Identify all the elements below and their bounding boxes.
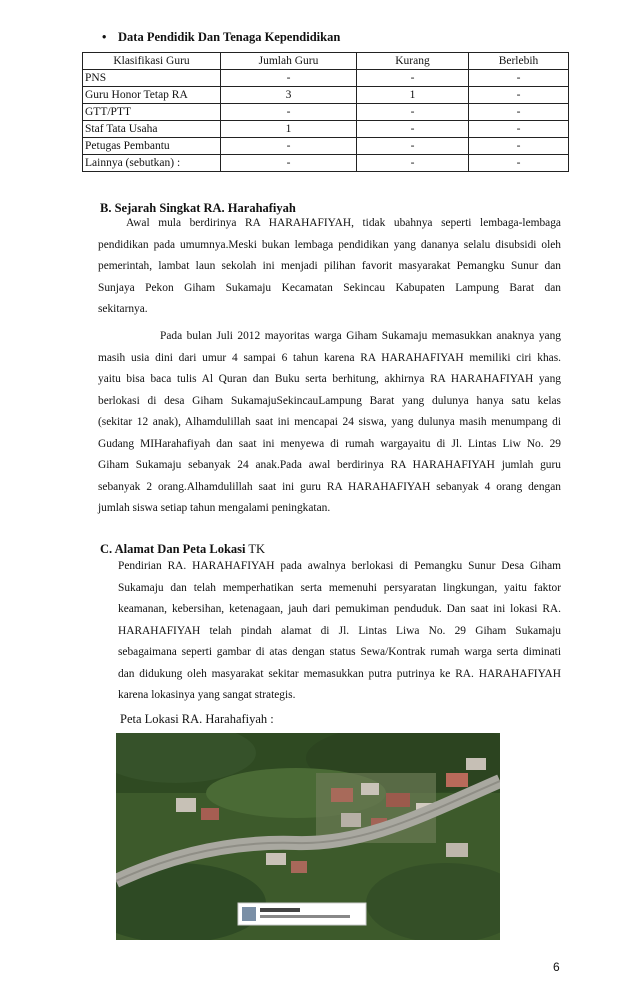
section-c-heading — [100, 542, 265, 557]
table-cell: - — [221, 104, 357, 121]
table-cell: Staf Tata Usaha — [83, 121, 221, 138]
text-line: (sekitar 12 anak), Alhamdulillah saat ini mencapai 24 siswa, yang dulunya masih menumpang di — [98, 416, 561, 428]
text-line: Pendirian RA. HARAHAFIYAH pada awalnya berlokasi di Pemangku Sunur Desa Giham — [118, 560, 561, 572]
table-row — [83, 155, 569, 172]
table-cell: - — [469, 87, 569, 104]
text-line: pendidikan pada umumnya.Meski bukan lembaga pendidikan yang dananya selalu disubsidi oleh — [98, 238, 561, 251]
table-header-cell: Berlebih — [469, 53, 569, 70]
table-cell: - — [221, 155, 357, 172]
text-line: sebagaimana seperti gambar di atas dengan status Sewa/Kontrak rumah warga serta diminati — [118, 646, 561, 658]
bullet-symbol: • — [102, 30, 107, 44]
table-row — [83, 70, 569, 87]
staff-table — [82, 52, 569, 172]
text-line: HARAHAFIYAH telah pindah alamat di Jl. Lintas Liwa No. 29 Giham Sukamaju — [118, 624, 561, 637]
satellite-map-image — [116, 733, 500, 940]
text-line: Awal mula berdirinya RA HARAHAFIYAH, tidak ubahnya seperti lembaga-lembaga — [126, 217, 561, 229]
section-b-paragraph-1 — [98, 213, 561, 321]
table-cell: - — [469, 138, 569, 155]
bullet-title: Data Pendidik Dan Tenaga Kependidikan — [118, 30, 341, 44]
section-b-paragraph-2 — [98, 326, 561, 520]
table-row — [83, 121, 569, 138]
table-header-cell: Kurang — [357, 53, 469, 70]
text-line: jumlah siswa setiap tahun mengalami peningkatan. — [98, 502, 331, 514]
table-cell: - — [357, 121, 469, 138]
table-row — [83, 104, 569, 121]
table-cell: - — [357, 155, 469, 172]
table-cell: GTT/PTT — [83, 104, 221, 121]
text-line: berlokasi di desa Giham SukamajuSekincauLampung Barat yang dulunya hanya satu kelas — [98, 394, 561, 407]
section-c-heading-suffix: TK — [245, 542, 266, 556]
text-line: pemerintah, lambat laun sekolah ini menjadi pilihan favorit masyarakat Pemangku Sunur dan — [98, 260, 561, 272]
text-line: keamanan, kebersihan, ketenagaan, jauh dari pemukiman penduduk. Dan saat ini lokasi RA. — [118, 603, 561, 615]
text-line: yaitu bisa baca tulis Al Quran dan Buku serta berhitung, akhirnya RA HARAHAFIYAH yang — [98, 373, 561, 385]
table-cell: 1 — [221, 121, 357, 138]
page-number: 6 — [553, 960, 560, 974]
table-cell: Lainnya (sebutkan) : — [83, 155, 221, 172]
table-cell: - — [357, 70, 469, 87]
table-cell: - — [357, 104, 469, 121]
table-row — [83, 138, 569, 155]
text-line: masih usia dini dari umur 4 sampai 6 tahun karena RA HARAHAFIYAH memiliki ciri khas. — [98, 351, 561, 364]
table-cell: PNS — [83, 70, 221, 87]
table-cell: - — [221, 138, 357, 155]
map-drawing — [116, 733, 500, 940]
text-line: sekitarnya. — [98, 303, 148, 315]
text-line: Gudang MIHarahafiyah dan saat ini menyewa di rumah wargayaitu di Jl. Lintas Liw No. 29 — [98, 437, 561, 450]
text-line: Sunjaya Pekon Giham Sukamaju Kecamatan Sekincau Kabupaten Lampung Barat dan — [98, 281, 561, 294]
text-line: sebanyak 2 orang.Alhamdulillah saat ini guru RA HARAHAFIYAH sebanyak 4 orang dengan — [98, 480, 561, 493]
table-cell: Guru Honor Tetap RA — [83, 87, 221, 104]
text-line: Sukamaju dan telah memperhatikan serta memenuhi persyaratan lingkungan, yaitu faktor — [118, 581, 561, 594]
section-c-heading-text: C. Alamat Dan Peta Lokasi — [100, 542, 246, 556]
text-line: Giham Sukamaju sebanyak 24 anak.Pada awal berdirinya RA HARAHAFIYAH jumlah guru — [98, 459, 561, 471]
table-cell: - — [469, 155, 569, 172]
table-header-cell: Klasifikasi Guru — [83, 53, 221, 70]
table-cell: - — [221, 70, 357, 87]
table-cell: - — [357, 138, 469, 155]
table-cell: Petugas Pembantu — [83, 138, 221, 155]
table-cell: - — [469, 70, 569, 87]
table-cell: - — [469, 121, 569, 138]
bullet-heading — [102, 30, 341, 45]
section-c-paragraph — [118, 556, 561, 707]
map-caption: Peta Lokasi RA. Harahafiyah : — [120, 712, 274, 726]
table-header-row — [83, 53, 569, 70]
table-cell: 1 — [357, 87, 469, 104]
table-row — [83, 87, 569, 104]
table-header-cell: Jumlah Guru — [221, 53, 357, 70]
section-b-heading-text: B. Sejarah Singkat RA. Harahafiyah — [100, 201, 296, 215]
table-cell: 3 — [221, 87, 357, 104]
text-line: Pada bulan Juli 2012 mayoritas warga Giham Sukamaju memasukkan anaknya yang — [160, 330, 561, 342]
table-cell: - — [469, 104, 569, 121]
text-line: karena lokasinya yang sangat strategis. — [118, 689, 296, 701]
text-line: dan didukung oleh masyarakat sekitar memasukkan putra putrinya ke RA. HARAHAFIYAH — [118, 667, 561, 680]
